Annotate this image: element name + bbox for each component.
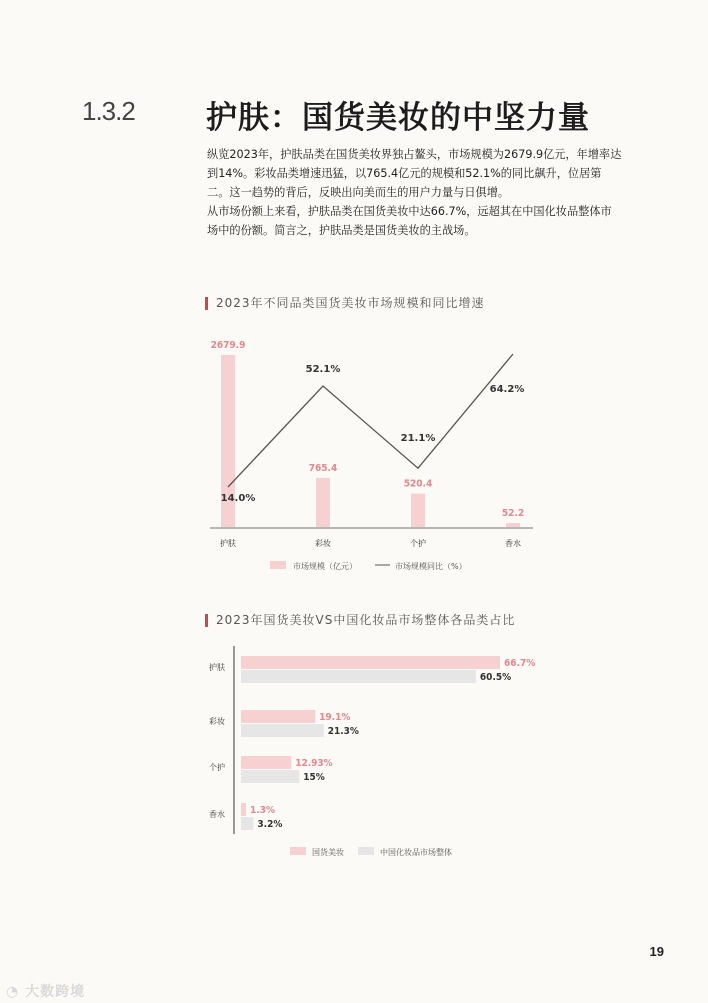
section-number: 1.3.2 bbox=[82, 96, 135, 126]
bar-label-0: 2679.9 bbox=[210, 340, 246, 351]
legend-line-label: 市场规模同比（%） bbox=[395, 562, 467, 571]
x-tick-label-3: 香水 bbox=[505, 539, 521, 548]
y-tick-label-2: 个护 bbox=[209, 763, 225, 772]
bar-overall-label-2: 15% bbox=[303, 772, 325, 783]
bar-overall-label-1: 21.3% bbox=[327, 726, 359, 737]
bar-overall-label-0: 60.5% bbox=[479, 672, 512, 683]
bar-domestic-label-1: 19.1% bbox=[319, 712, 351, 723]
legend-overall-label: 中国化妆品市场整体 bbox=[380, 848, 452, 857]
paragraph-2: 从市场份额上来看，护肤品类在国货美妆中达66.7%，远超其在中国化妆品整体市场中的份额。简言之，护肤品类是国货美妆的主战场。 bbox=[207, 205, 612, 237]
y-tick-label-1: 彩妆 bbox=[209, 717, 225, 726]
legend-domestic-swatch bbox=[290, 847, 306, 855]
bar-label-1: 765.4 bbox=[308, 462, 338, 474]
bar-overall-label-3: 3.2% bbox=[257, 819, 283, 830]
y-tick-label-0: 护肤 bbox=[209, 663, 225, 672]
legend-bar-label: 市场规模（亿元） bbox=[293, 562, 357, 571]
bar-domestic-label-2: 12.93% bbox=[295, 758, 333, 769]
page-number: 19 bbox=[649, 944, 664, 959]
line-label-1: 52.1% bbox=[305, 364, 341, 376]
bar-domestic-0 bbox=[241, 656, 500, 669]
bar-label-3: 52.2 bbox=[501, 508, 525, 519]
chart2-title: 2023年国货美妆VS中国化妆品市场整体各品类占比 bbox=[205, 614, 515, 627]
bar-overall-0 bbox=[241, 670, 476, 683]
page-title: 护肤：国货美妆的中坚力量 bbox=[206, 100, 590, 136]
bar-domestic-label-0: 66.7% bbox=[504, 658, 536, 669]
y-tick-label-3: 香水 bbox=[209, 810, 225, 819]
bar-domestic-2 bbox=[241, 756, 291, 769]
watermark-icon: ◔ bbox=[6, 984, 20, 1000]
bar-domestic-label-3: 1.3% bbox=[250, 805, 276, 816]
chart1-title: 2023年不同品类国货美妆市场规模和同比增速 bbox=[205, 297, 485, 310]
x-tick-label-0: 护肤 bbox=[220, 539, 236, 548]
line-label-0: 14.0% bbox=[220, 493, 256, 504]
line-label-3: 64.2% bbox=[489, 384, 525, 395]
paragraph-1: 纵览2023年，护肤品类在国货美妆界独占鳌头，市场规模为2679.9亿元，年增率达到14%。彩妆品类增速迅猛，以765.4亿元的规模和52.1%的同比飙升，位居第二。这一趋势的背后，反映出向美而生的用户力量与日俱增。 bbox=[207, 148, 622, 199]
bar-domestic-3 bbox=[241, 803, 246, 816]
watermark-logo bbox=[6, 981, 85, 1001]
line-label-2: 21.1% bbox=[400, 433, 436, 445]
bar-label-2: 520.4 bbox=[403, 478, 433, 490]
legend-domestic-label: 国货美妆 bbox=[312, 848, 344, 857]
x-tick-label-1: 彩妆 bbox=[315, 539, 331, 548]
x-tick-label-2: 个护 bbox=[410, 539, 426, 548]
bar-overall-1 bbox=[241, 724, 324, 737]
bar-overall-2 bbox=[241, 770, 299, 783]
watermark-text: 大数跨境 bbox=[25, 984, 86, 1000]
legend-overall-swatch bbox=[358, 847, 374, 855]
bar-overall-3 bbox=[241, 817, 253, 830]
bar-domestic-1 bbox=[241, 710, 315, 723]
